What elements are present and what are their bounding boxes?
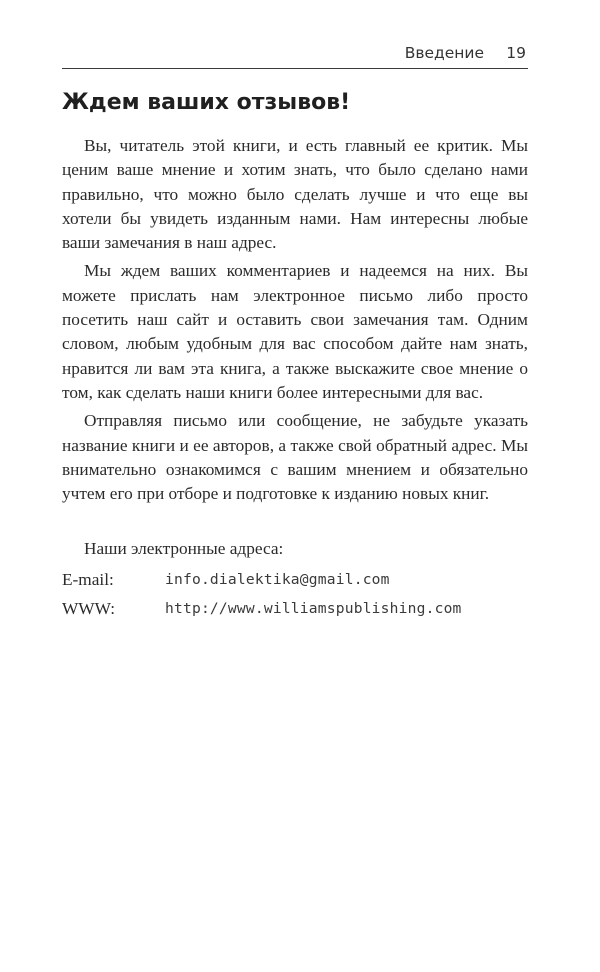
header-rule (62, 68, 528, 69)
page-number: 19 (506, 44, 526, 62)
running-head (62, 44, 528, 66)
contacts-intro: Наши электронные адреса: (84, 539, 284, 558)
email-address: info.dialektika@gmail.com (165, 571, 390, 588)
www-contact-row (62, 599, 532, 623)
website-url: http://www.williamspublishing.com (165, 600, 462, 617)
section-heading: Ждем ваших отзывов! (62, 90, 351, 115)
email-contact-row (62, 570, 532, 594)
body-text (62, 134, 528, 506)
www-label: WWW: (62, 599, 116, 618)
running-head-section: Введение (404, 44, 484, 62)
email-label: E-mail: (62, 570, 114, 589)
paragraph-2: Мы ждем ваших комментариев и надеемся на них. Вы можете прислать нам электронное письмо либо просто посетить наш сайт и оставить свои замечания там. Одним словом, любым удобным для вас способом дайте нам знать, нравится ли вам эта книга, а также выскажите свое мнение о том, как сделать наши книги более интересными для вас. (62, 261, 528, 402)
paragraph-1: Вы, читатель этой книги, и есть главный ее критик. Мы ценим ваше мнение и хотим знать, что было сделано нами правильно, что можно было сделать лучше и что еще вы хотели бы увидеть изданным нами. Нам интересны любые ваши замечания в наш адрес. (62, 136, 528, 253)
paragraph-3: Отправляя письмо или сообщение, не забудьте указать название книги и ее авторов, а также свой обратный адрес. Мы внимательно ознакомимся с вашим мнением и обязательно учтем его при отборе и подготовке к изданию новых книг. (62, 411, 528, 504)
